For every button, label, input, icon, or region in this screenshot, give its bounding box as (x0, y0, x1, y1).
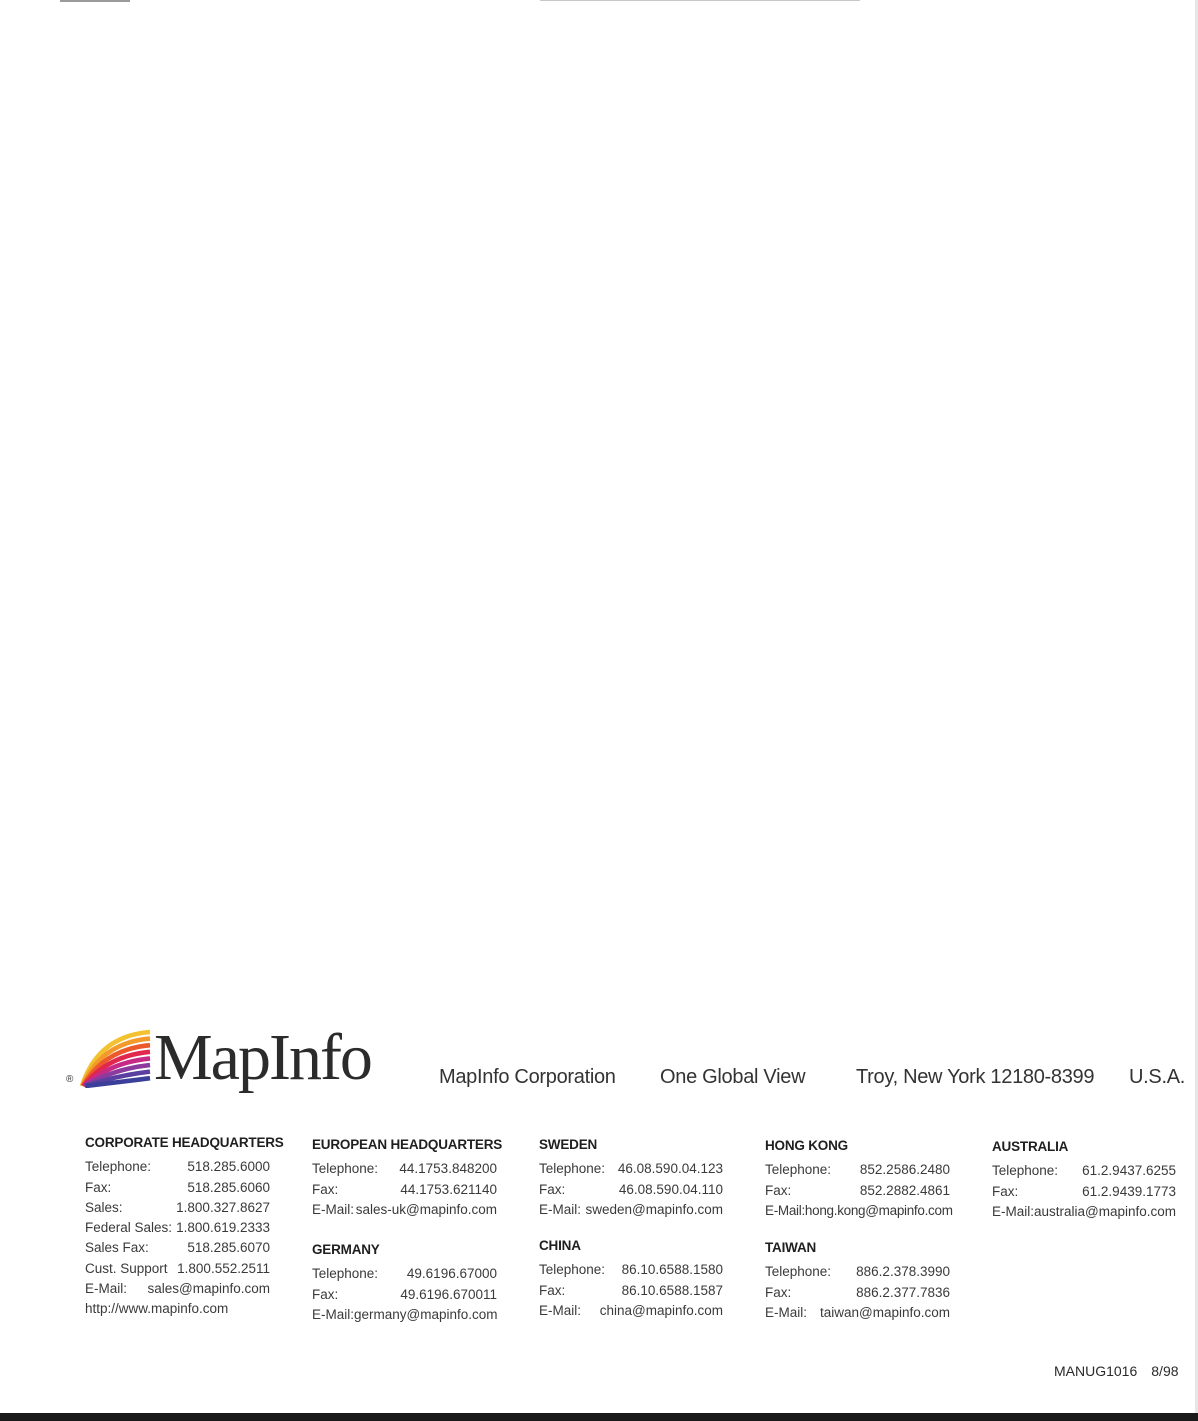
contact-value: 46.08.590.04.110 (618, 1181, 723, 1197)
office-germany (312, 1240, 497, 1325)
email-link[interactable]: hong.kong@mapinfo.com (804, 1202, 953, 1218)
contact-value: 852.2882.4861 (859, 1182, 950, 1198)
office-taiwan (765, 1238, 950, 1323)
contact-label: Telephone: (85, 1159, 152, 1175)
website-link[interactable]: http://www.mapinfo.com (85, 1301, 229, 1317)
contact-label: Sales: (85, 1199, 123, 1215)
slogan: One Global View (660, 1066, 806, 1088)
contact-row (312, 1180, 497, 1200)
contact-label: Telephone: (539, 1161, 606, 1177)
contact-label: E-Mail: (992, 1203, 1035, 1219)
contact-value: 886.2.377.7836 (856, 1284, 950, 1300)
contact-label: Telephone: (765, 1162, 832, 1178)
contact-label: E-Mail: (539, 1302, 582, 1318)
contact-row (765, 1262, 950, 1282)
contact-value: 1.800.327.8627 (176, 1199, 270, 1215)
contact-row (539, 1159, 723, 1179)
contact-row (312, 1305, 497, 1325)
office-sweden (539, 1135, 723, 1220)
contact-label: E-Mail: (312, 1306, 355, 1322)
contact-value: 886.2.378.3990 (856, 1264, 950, 1280)
contact-row (539, 1260, 723, 1280)
office-china (539, 1236, 723, 1321)
contact-value: 44.1753.848200 (399, 1161, 497, 1177)
contact-label: Cust. Support (85, 1260, 168, 1276)
logo-swoosh-icon (80, 1026, 152, 1088)
contact-row (312, 1159, 497, 1179)
contact-label: Telephone: (765, 1264, 832, 1280)
contact-row (85, 1157, 270, 1177)
contact-label: Telephone: (992, 1163, 1059, 1179)
registered-mark: ® (66, 1074, 74, 1085)
contact-row (765, 1201, 953, 1221)
country: U.S.A. (1129, 1066, 1185, 1088)
email-link[interactable]: china@mapinfo.com (599, 1302, 723, 1318)
contact-label: Telephone: (312, 1161, 379, 1177)
contact-label: E-Mail: (85, 1281, 128, 1297)
contact-row (85, 1259, 270, 1279)
contact-label: Telephone: (312, 1266, 379, 1282)
contact-label: Fax: (539, 1181, 566, 1197)
logo-wordmark: MapInfo (154, 1021, 371, 1094)
office-title: HONG KONG (765, 1138, 848, 1153)
page-bottom-edge (0, 1413, 1198, 1421)
contact-value: 1.800.552.2511 (177, 1260, 270, 1276)
contact-value: 86.10.6588.1587 (621, 1282, 723, 1298)
contact-row (765, 1303, 950, 1323)
contact-value: 852.2586.2480 (859, 1162, 950, 1178)
contact-label: E-Mail: (765, 1202, 805, 1218)
office-european-headquarters (312, 1135, 503, 1220)
contact-row (85, 1279, 270, 1299)
contact-value: 49.6196.670011 (400, 1286, 497, 1302)
contact-label: Fax: (312, 1181, 339, 1197)
contact-value: 61.2.9437.6255 (1082, 1163, 1176, 1179)
office-title: TAIWAN (765, 1240, 817, 1255)
office-hong-kong (765, 1136, 953, 1221)
office-australia (992, 1137, 1176, 1222)
email-link[interactable]: australia@mapinfo.com (1034, 1203, 1177, 1219)
contact-row (312, 1264, 497, 1284)
scan-edge-line (60, 0, 130, 2)
contact-row (765, 1181, 950, 1201)
contact-label: Fax: (992, 1183, 1019, 1199)
contact-value: 518.285.6070 (187, 1240, 270, 1256)
contact-row (765, 1160, 950, 1180)
contact-label: Federal Sales: (85, 1220, 173, 1236)
contact-value: 1.800.619.2333 (176, 1220, 270, 1236)
contact-row (992, 1182, 1176, 1202)
contact-row (539, 1200, 723, 1220)
contact-label: E-Mail: (765, 1304, 808, 1320)
office-title: AUSTRALIA (992, 1139, 1069, 1154)
contact-row (992, 1202, 1176, 1222)
contact-row (312, 1285, 497, 1305)
contact-value: 46.08.590.04.123 (617, 1161, 723, 1177)
office-title: EUROPEAN HEADQUARTERS (312, 1137, 503, 1152)
office-title: CORPORATE HEADQUARTERS (85, 1135, 284, 1150)
contact-value: 86.10.6588.1580 (621, 1262, 723, 1278)
contact-label: Fax: (539, 1282, 566, 1298)
contact-row (539, 1281, 723, 1301)
contact-label: Fax: (765, 1182, 792, 1198)
contact-row (539, 1180, 723, 1200)
email-link[interactable]: sales@mapinfo.com (147, 1281, 270, 1297)
contact-value: 61.2.9439.1773 (1082, 1183, 1176, 1199)
manual-number: MANUG1016 (1054, 1363, 1138, 1379)
company-name: MapInfo Corporation (439, 1066, 616, 1088)
document-code (1054, 1363, 1179, 1379)
contact-row (85, 1238, 270, 1258)
contact-label: Sales Fax: (85, 1240, 149, 1256)
city-address: Troy, New York 12180-8399 (856, 1066, 1095, 1088)
contact-value: 44.1753.621140 (400, 1181, 497, 1197)
contact-label: Fax: (85, 1179, 112, 1195)
contact-row (85, 1178, 270, 1198)
contact-row (312, 1200, 497, 1220)
contact-row (765, 1283, 950, 1303)
print-date: 8/98 (1151, 1363, 1179, 1379)
contact-value: 518.285.6060 (187, 1179, 270, 1195)
office-title: GERMANY (312, 1242, 380, 1257)
contact-row (539, 1301, 723, 1321)
email-link[interactable]: sales-uk@mapinfo.com (355, 1201, 497, 1217)
contact-label: E-Mail: (539, 1201, 582, 1217)
office-title: SWEDEN (539, 1137, 598, 1152)
contact-label: E-Mail: (312, 1201, 355, 1217)
scan-edge-line (540, 0, 860, 1)
email-link[interactable]: germany@mapinfo.com (354, 1306, 498, 1322)
contact-label: Fax: (312, 1286, 339, 1302)
contact-row (85, 1218, 270, 1238)
contact-value: 518.285.6000 (187, 1159, 270, 1175)
mapinfo-logo (66, 1021, 396, 1106)
office-corporate-headquarters (85, 1133, 284, 1320)
contact-value: 49.6196.67000 (406, 1266, 497, 1282)
office-title: CHINA (539, 1238, 581, 1253)
email-link[interactable]: taiwan@mapinfo.com (819, 1304, 950, 1320)
contact-row (85, 1198, 270, 1218)
contact-row (992, 1161, 1176, 1181)
contact-label: Telephone: (539, 1262, 606, 1278)
email-link[interactable]: sweden@mapinfo.com (585, 1201, 723, 1217)
contact-label: Fax: (765, 1284, 792, 1300)
